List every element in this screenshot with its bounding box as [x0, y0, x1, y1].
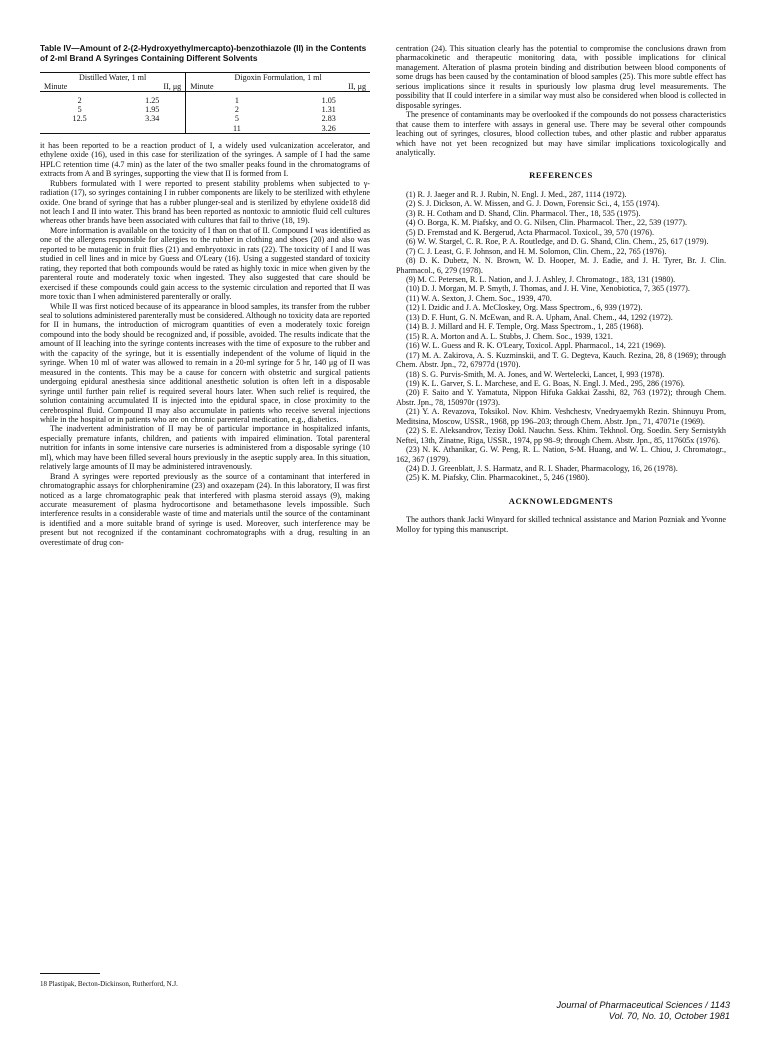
reference-item: (16) W. L. Guess and R. K. O'Leary, Toxicol. Appl. Pharmacol., 14, 221 (1969).: [406, 341, 666, 351]
reference-item: (18) S. G. Purvis-Smith, M. A. Jones, and W. Wertelecki, Lancet, I, 993 (1978).: [406, 369, 665, 379]
col-minute: Minute: [186, 82, 288, 92]
body-paragraph: it has been reported to be a reaction product of I, a widely used vulcanization accelerator, and ethylene oxide (16), used in this case for sterilization of the syringes. A sample of I had the same HPLC retention time (4.7 min) as the later of the two smaller peaks found in the chromatograms of extracts from A and B syringes, supporting the view that II is formed from I.: [40, 140, 370, 179]
results-table: [40, 72, 370, 134]
reference-item: (14) B. J. Millard and H. F. Temple, Org. Mass Spectrom., 1, 285 (1968).: [406, 322, 644, 332]
reference-item: (13) D. F. Hunt, G. N. McEwan, and R. A. Upham, Anal. Chem., 44, 1292 (1972).: [406, 312, 673, 322]
left-column: [40, 44, 370, 547]
reference-item: (6) W. W. Stargel, C. R. Roe, P. A. Routledge, and D. G. Shand, Clin. Chem., 25, 617 (1979).: [406, 237, 709, 247]
reference-item: (2) S. J. Dickson, A. W. Missen, and G. J. Down, Forensic Sci., 4, 155 (1974).: [406, 199, 660, 209]
col-minute: Minute: [40, 82, 119, 92]
table-group-water: Distilled Water, 1 ml: [40, 72, 186, 82]
table-row: 5 1.95 2 1.31: [77, 105, 336, 115]
table-group-digoxin: Digoxin Formulation, 1 ml: [234, 72, 322, 82]
reference-item: (22) S. E. Aleksandrov, Tezisy Dokl. Nauchn. Sess. Khim. Tekhnol. Org. Soedin. Sery Sernistykh Neftei, 13th, Zinatne, Riga, USSR., 1974, pp 98–9; through Chem. Abstr. Jpn., 85, 117605x (1976).: [396, 426, 726, 445]
journal-line-2: Vol. 70, No. 10, October 1981: [608, 1011, 730, 1021]
reference-item: (7) C. J. Least, G. F. Johnson, and H. M. Solomon, Clin. Chem., 22, 765 (1976).: [406, 246, 667, 256]
reference-item: (9) M. C. Petersen, R. L. Nation, and J. J. Ashley, J. Chromatogr., 183, 131 (1980).: [406, 274, 676, 284]
reference-item: (15) R. A. Morton and A. L. Stubbs, J. Chem. Soc., 1939, 1321.: [406, 331, 613, 341]
reference-item: (24) D. J. Greenblatt, J. S. Harmatz, and R. I. Shader, Pharmacology, 16, 26 (1978).: [406, 464, 678, 474]
reference-item: (17) M. A. Zakirova, A. S. Kuzminskii, and T. G. Degteva, Kauch. Rezina, 28, 8 (1969); through Chem. Abstr. Jpn., 72, 67977d (1970).: [396, 350, 726, 370]
table-row: 12.5 3.34 5 2.83: [72, 114, 336, 124]
footnote-rule: [40, 973, 100, 974]
reference-item: (1) R. J. Jaeger and R. J. Rubin, N. Engl. J. Med., 287, 1114 (1972).: [406, 189, 627, 199]
reference-item: (20) F. Saito and Y. Yamatuta, Nippon Hifuka Gakkai Zasshi, 82, 763 (1972); through Chem. Abstr. Jpn., 78, 150970r (1973).: [396, 388, 726, 407]
body-paragraph: The inadvertent administration of II may be of particular importance in hospitalized infants, especially premature infants, children, and patients with impaired elimination. Total parenteral nutrition for infants in some intensive care nurseries is administered from a disposable syringe (10 ml), which may have been filled several hours previously in the aseptic supply area. In this situation, relatively large amounts of II may be administered intravenously.: [40, 424, 370, 472]
reference-item: (4) O. Borga, K. M. Piafsky, and O. G. Nilsen, Clin. Pharmacol. Ther., 22, 539 (1977).: [406, 218, 688, 228]
reference-item: (5) D. Fremstad and K. Bergerud, Acta Pharmacol. Toxicol., 39, 570 (1976).: [406, 227, 655, 237]
reference-item: (3) R. H. Cotham and D. Shand, Clin. Pharmacol. Ther., 18, 535 (1975).: [406, 208, 641, 218]
reference-item: (11) W. A. Sexton, J. Chem. Soc., 1939, 470.: [406, 293, 552, 303]
body-paragraph: Rubbers formulated with I were reported to present stability problems when subjected to γ-radiation (17), so syringes containing I in rubber components are likely to be sterilized with ethylene oxide. One brand of syringe that has a rubber plunger-seal and is sterilized by ethylene oxide18 did not leach I and II into water. This brand has been reported as nontoxic to amniotic fluid cell cultures whereas other brands have been associated with cultures that fail to thrive (18, 19).: [40, 178, 370, 226]
reference-item: (8) D. K. Dubetz, N. N. Brown, W. D. Hooper, M. J. Eadie, and J. H. Tyrer, Br. J. Clin. Pharmacol., 6, 279 (1978).: [396, 256, 726, 275]
table-row: 11 3.26: [40, 124, 370, 134]
reference-item: (21) Y. A. Revazova, Toksikol. Nov. Khim. Veshchestv, Vnedryaemykh Rezin. Shinnuyu Prom, Meditsina, Moscow, USSR., 1968, pp 196–203; through Chem. Abstr. Jpn., 71, 47071e (1969).: [396, 407, 726, 426]
references-list: [396, 190, 726, 483]
body-paragraph: centration (24). This situation clearly has the potential to compromise the conclusions drawn from pharmacokinetic and therapeutic monitoring data, with possible implications for clinical management. Alteration of plasma protein binding and distribution between blood components of some drugs has been caused by the contamination of blood samples (25). This more subtle effect has serious implications since it results in spuriously low plasma drug level measurements. The possibility that II could interfere in a similar way must also be considered when blood is collected in disposable syringes.: [396, 44, 726, 110]
body-paragraph: Brand A syringes were reported previously as the source of a contaminant that interfered in chromatographic assays for chlorpheniramine (23) and oxazepam (24). In this laboratory, II was first noticed as a large chromatographic peak that interfered with plasma steroid assays (9), making accurate measurement of plasma hydrocortisone and betamethasone levels impossible. Such interference results in a considerable waste of time and materials until the source of the contaminant is identified and a more suitable brand of syringe is used. Moreover, such interference may be present but not recognized if the contaminant cochromatographs with a drug, resulting in an overestimate of drug con-: [40, 471, 370, 547]
acknowledgments-text: The authors thank Jacki Winyard for skilled technical assistance and Marion Pozniak and Yvonne Molloy for typing this manuscript.: [396, 515, 726, 534]
table-caption: Table IV—Amount of 2-(2-Hydroxyethylmercapto)-benzothiazole (II) in the Contents of 2-ml Brand A Syringes Containing Different Solvents: [40, 43, 367, 63]
table-row: 2 1.25 1 1.05: [77, 96, 336, 105]
acknowledgments-heading: ACKNOWLEDGMENTS: [508, 495, 614, 506]
reference-item: (19) K. L. Garver, S. L. Marchese, and E. G. Boas, N. Engl. J. Med., 295, 286 (1976).: [406, 378, 685, 388]
right-column: [396, 44, 726, 534]
col-ug: II, μg: [119, 82, 185, 92]
body-paragraph: While II was first noticed because of its appearance in blood samples, its transfer from the rubber seal to solutions administered parenterally must be considered. Although no toxicity data are reported for II in humans, the introduction of microgram quantities of even a moderately toxic foreign compound into the body should be recognized and, if possible, avoided. The results indicate that the amount of II leaching into the syringe contents increases with the time of exposure to the rubber and with the capacity of the syringe, but it is essentially independent of the volume of liquid in the syringe. When 10 ml of water was allowed to remain in a 20-ml syringe for 5 hr, 140 μg of II was measured in the contents. This may be a cause for concern with obstetric and surgical patients undergoing epidural anesthesia since additional anesthetic solution is often left in a disposable syringe until further pain relief is required several hours later. When such relief is required, the solution containing accumulated II is injected into the epidural space, in close proximity to the cerebrospinal fluid. Compound II may also accumulate in patients who receive several injections while in the hospital or in patients who are on chronic parenteral medication, e.g., diabetics.: [40, 301, 370, 424]
body-paragraph: The presence of contaminants may be overlooked if the compounds do not possess characteristics that cause them to interfere with assays in general use. There may be several other compounds leaching out of syringes, closures, blood collection tubes, and other plastic and rubber apparatus which have not yet been recognized but may have similar implications toxicologically and analytically.: [396, 110, 726, 157]
references-heading: REFERENCES: [529, 170, 593, 181]
journal-line-1: Journal of Pharmaceutical Sciences / 1143: [556, 1000, 730, 1010]
footnote: 18 Plastipak, Becton-Dickinson, Rutherford, N.J.: [40, 980, 178, 988]
reference-item: (10) D. J. Morgan, M. P. Smyth, J. Thomas, and J. H. Vine, Xenobiotica, 7, 365 (1977).: [406, 284, 690, 294]
journal-footer: [534, 1000, 730, 1022]
reference-item: (25) K. M. Piafsky, Clin. Pharmacokinet., 5, 246 (1980).: [406, 473, 590, 483]
body-paragraph: More information is available on the toxicity of I than on that of II. Compound I was identified as one of the allergens responsible for allergies to the rubber in clothing and shoes (20) and also was reported to be mutagenic in fruit flies (21) and embryotoxic in rats (22). The toxicity of I and II was studied in cell lines and in mice by Guess and O'Leary (16). Using a suggested standard of toxicity rating, they reported that both compounds would be rated as highly toxic in mice when given by the parenteral route and moderately toxic when ingested. They also suggested that care should be exercised if these compounds could gain access to the systemic circulation and reported that II was more toxic than I when administered parenterally or orally.: [40, 225, 370, 302]
reference-item: (12) I. Dzidic and J. A. McCloskey, Org. Mass Spectrom., 6, 939 (1972).: [406, 303, 643, 313]
col-ug: II, μg: [288, 82, 370, 92]
reference-item: (23) N. K. Athanikar, G. W. Peng, R. L. Nation, S-M. Huang, and W. L. Chiou, J. Chromatogr., 162, 367 (1979).: [396, 445, 726, 464]
